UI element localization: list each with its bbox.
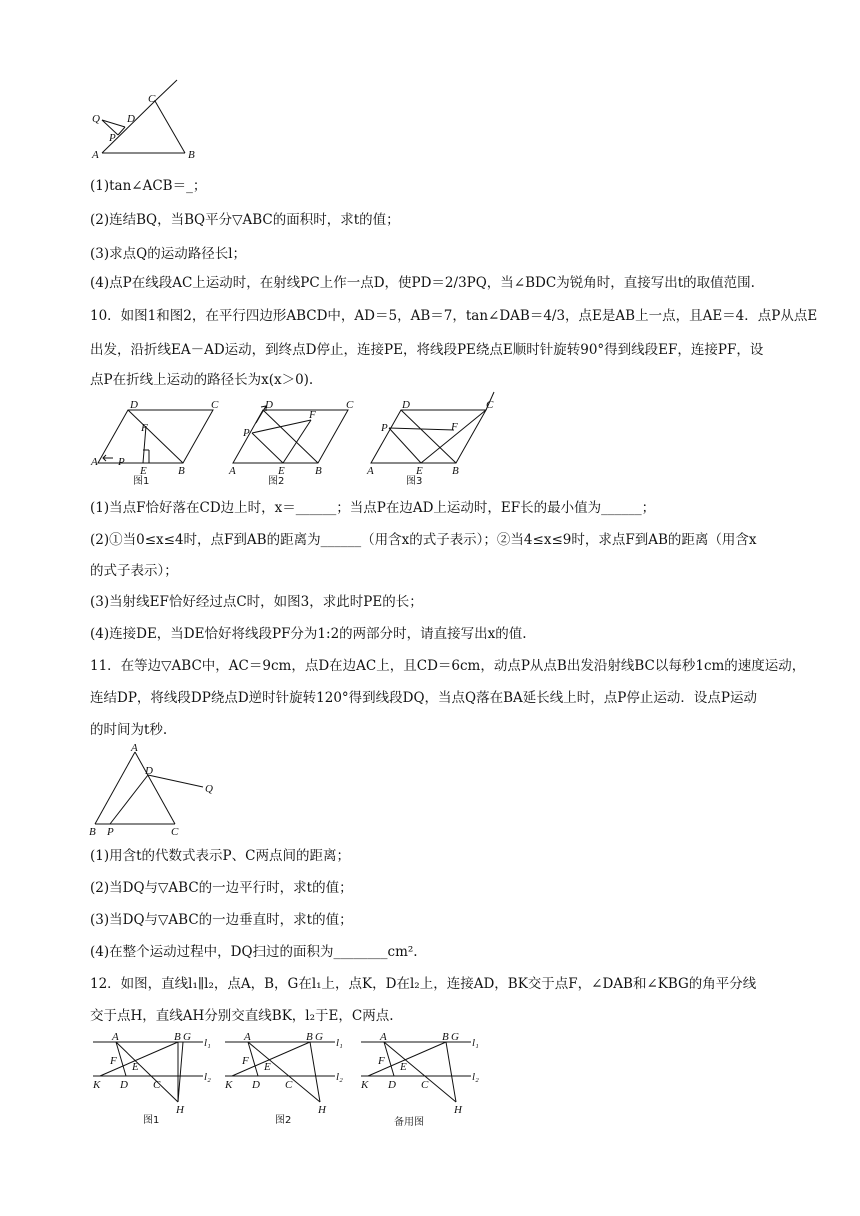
svg-text:A: A xyxy=(229,465,236,477)
svg-text:l₂: l₂ xyxy=(472,1071,479,1083)
q12-figure-backup xyxy=(356,1030,486,1130)
q12-fig1-label-b: B xyxy=(174,1031,181,1043)
svg-text:A: A xyxy=(91,456,98,468)
q12-stem-line-2: 交于点H，直线AH分别交直线BK，l₂于E，C两点. xyxy=(90,1008,394,1024)
q10-part-4: (4)连接DE，当DE恰好将线段PF分为1:2的两部分时，请直接写出x的值. xyxy=(90,626,527,642)
q12-fig1-label-d: D xyxy=(120,1079,128,1091)
svg-text:C: C xyxy=(486,399,494,411)
q9-label-c: C xyxy=(148,93,156,105)
svg-text:G: G xyxy=(315,1031,323,1043)
svg-text:A: A xyxy=(380,1031,387,1043)
svg-text:C: C xyxy=(421,1079,429,1091)
q12-fig1-label-g: G xyxy=(183,1031,191,1043)
svg-text:F: F xyxy=(309,409,316,421)
q10-caption-3: 图3 xyxy=(406,476,423,486)
q12-stem-line-1: 12．如图，直线l₁∥l₂，点A，B，G在l₁上，点K，D在l₂上，连接AD，BK交于点F，∠DAB和∠KBG的角平分线 xyxy=(90,976,757,992)
svg-text:F: F xyxy=(451,421,458,433)
svg-text:B: B xyxy=(452,465,459,477)
svg-text:G: G xyxy=(451,1031,459,1043)
q12-fig1-label-c: C xyxy=(153,1079,161,1091)
q12-caption-1: 图1 xyxy=(143,1115,160,1125)
q11-label-c: C xyxy=(171,826,179,837)
q10-stem-line-1: 10．如图1和图2，在平行四边形ABCD中，AD＝5，AB＝7，tan∠DAB＝4/3，点E是AB上一点，且AE＝4．点P从点E xyxy=(90,308,818,324)
q12-figure-2 xyxy=(220,1030,350,1125)
q11-stem-line-3: 的时间为t秒. xyxy=(90,722,168,738)
svg-text:B: B xyxy=(178,465,185,477)
q9-label-a: A xyxy=(92,149,99,161)
q11-stem-line-2: 连结DP，将线段DP绕点D逆时针旋转120°得到线段DQ，当点Q落在BA延长线上时，点P停止运动．设点P运动 xyxy=(90,690,757,706)
svg-text:C: C xyxy=(285,1079,293,1091)
q9-part-4: (4)点P在线段AC上运动时，在射线PC上作一点D，使PD＝2/3PQ，当∠BDC为锐角时，直接写出t的取值范围. xyxy=(90,275,755,291)
q11-triangle-figure xyxy=(85,742,225,837)
svg-text:C: C xyxy=(346,399,354,411)
q10-figure-1 xyxy=(88,398,223,486)
svg-text:K: K xyxy=(225,1079,233,1091)
svg-text:P: P xyxy=(243,427,250,439)
svg-text:H: H xyxy=(318,1104,326,1116)
q9-triangle-figure xyxy=(85,78,195,162)
svg-text:B: B xyxy=(442,1031,449,1043)
q12-fig1-label-a: A xyxy=(112,1031,119,1043)
q11-label-q: Q xyxy=(205,783,213,795)
q9-label-q: Q xyxy=(92,113,100,125)
svg-text:E: E xyxy=(278,465,285,477)
q12-caption-backup: 备用图 xyxy=(394,1117,424,1128)
q11-label-d: D xyxy=(145,765,153,777)
svg-text:E: E xyxy=(416,465,423,477)
svg-text:H: H xyxy=(454,1104,462,1116)
q10-caption-1: 图1 xyxy=(133,476,150,486)
svg-text:E: E xyxy=(400,1061,407,1073)
svg-text:B: B xyxy=(315,465,322,477)
q11-stem-line-1: 11．在等边▽ABC中，AC＝9cm，点D在边AC上，且CD＝6cm，动点P从点B出发沿射线BC以每秒1cm的速度运动， xyxy=(90,658,806,674)
q10-part-2-line-1: (2)①当0≤x≤4时，点F到AB的距离为______（用含x的式子表示）；②当4≤x≤9时，求点F到AB的距离（用含x xyxy=(90,532,757,548)
svg-text:P: P xyxy=(381,422,388,434)
svg-text:A: A xyxy=(244,1031,251,1043)
svg-text:E: E xyxy=(264,1061,271,1073)
svg-text:D: D xyxy=(252,1079,260,1091)
svg-text:D: D xyxy=(388,1079,396,1091)
q12-fig1-label-l1: l₁ xyxy=(204,1037,211,1049)
svg-text:F: F xyxy=(378,1055,385,1067)
q10-part-1: (1)当点F恰好落在CD边上时，x＝______；当点P在边AD上运动时，EF长的最小值为______； xyxy=(90,500,656,516)
q10-caption-2: 图2 xyxy=(268,476,285,486)
q9-label-p: P xyxy=(109,132,116,144)
svg-text:P: P xyxy=(118,456,125,468)
q11-part-2: (2)当DQ与▽ABC的一边平行时，求t的值； xyxy=(90,880,353,896)
q9-part-3: (3)求点Q的运动路径长l； xyxy=(90,246,247,262)
q11-label-a: A xyxy=(131,742,138,754)
svg-text:E: E xyxy=(140,465,147,477)
q11-label-b: B xyxy=(89,826,96,837)
q9-part-1: (1)tan∠ACB＝_； xyxy=(90,178,207,194)
q11-part-4: (4)在整个运动过程中，DQ扫过的面积为________cm². xyxy=(90,944,418,960)
svg-text:K: K xyxy=(361,1079,369,1091)
q11-part-3: (3)当DQ与▽ABC的一边垂直时，求t的值； xyxy=(90,912,353,928)
q12-fig1-label-f: F xyxy=(110,1055,117,1067)
q9-label-d: D xyxy=(127,113,135,125)
q10-stem-line-2: 出发，沿折线EA－AD运动，到终点D停止，连接PE，将线段PE绕点E顺时针旋转90°得到线段EF，连接PF，设 xyxy=(90,342,764,358)
svg-text:B: B xyxy=(306,1031,313,1043)
svg-text:l₂: l₂ xyxy=(336,1071,343,1083)
svg-text:l₁: l₁ xyxy=(336,1037,343,1049)
svg-text:F: F xyxy=(242,1055,249,1067)
svg-text:A: A xyxy=(367,465,374,477)
svg-text:D: D xyxy=(265,399,273,411)
svg-text:D: D xyxy=(130,399,138,411)
q12-figure-1 xyxy=(88,1030,218,1125)
q9-label-b: B xyxy=(188,149,195,161)
q10-part-2-line-2: 的式子表示）； xyxy=(90,563,178,579)
q10-stem-line-3: 点P在折线上运动的路径长为x(x＞0). xyxy=(90,372,314,388)
q12-fig1-label-k: K xyxy=(93,1079,101,1091)
q11-label-p: P xyxy=(107,826,114,837)
q9-part-2: (2)连结BQ，当BQ平分▽ABC的面积时，求t的值； xyxy=(90,212,400,228)
q10-figure-2 xyxy=(228,398,363,486)
svg-text:C: C xyxy=(211,399,219,411)
svg-text:D: D xyxy=(402,399,410,411)
q10-part-3: (3)当射线EF恰好经过点C时，如图3，求此时PE的长； xyxy=(90,594,423,610)
q12-fig1-label-e: E xyxy=(132,1061,139,1073)
q12-fig1-label-l2: l₂ xyxy=(204,1071,211,1083)
svg-text:F: F xyxy=(141,422,148,434)
q10-figure-3 xyxy=(366,390,496,486)
q12-caption-2: 图2 xyxy=(275,1115,292,1125)
q11-part-1: (1)用含t的代数式表示P、C两点间的距离； xyxy=(90,848,350,864)
svg-text:l₁: l₁ xyxy=(472,1037,479,1049)
q12-fig1-label-h: H xyxy=(176,1104,184,1116)
